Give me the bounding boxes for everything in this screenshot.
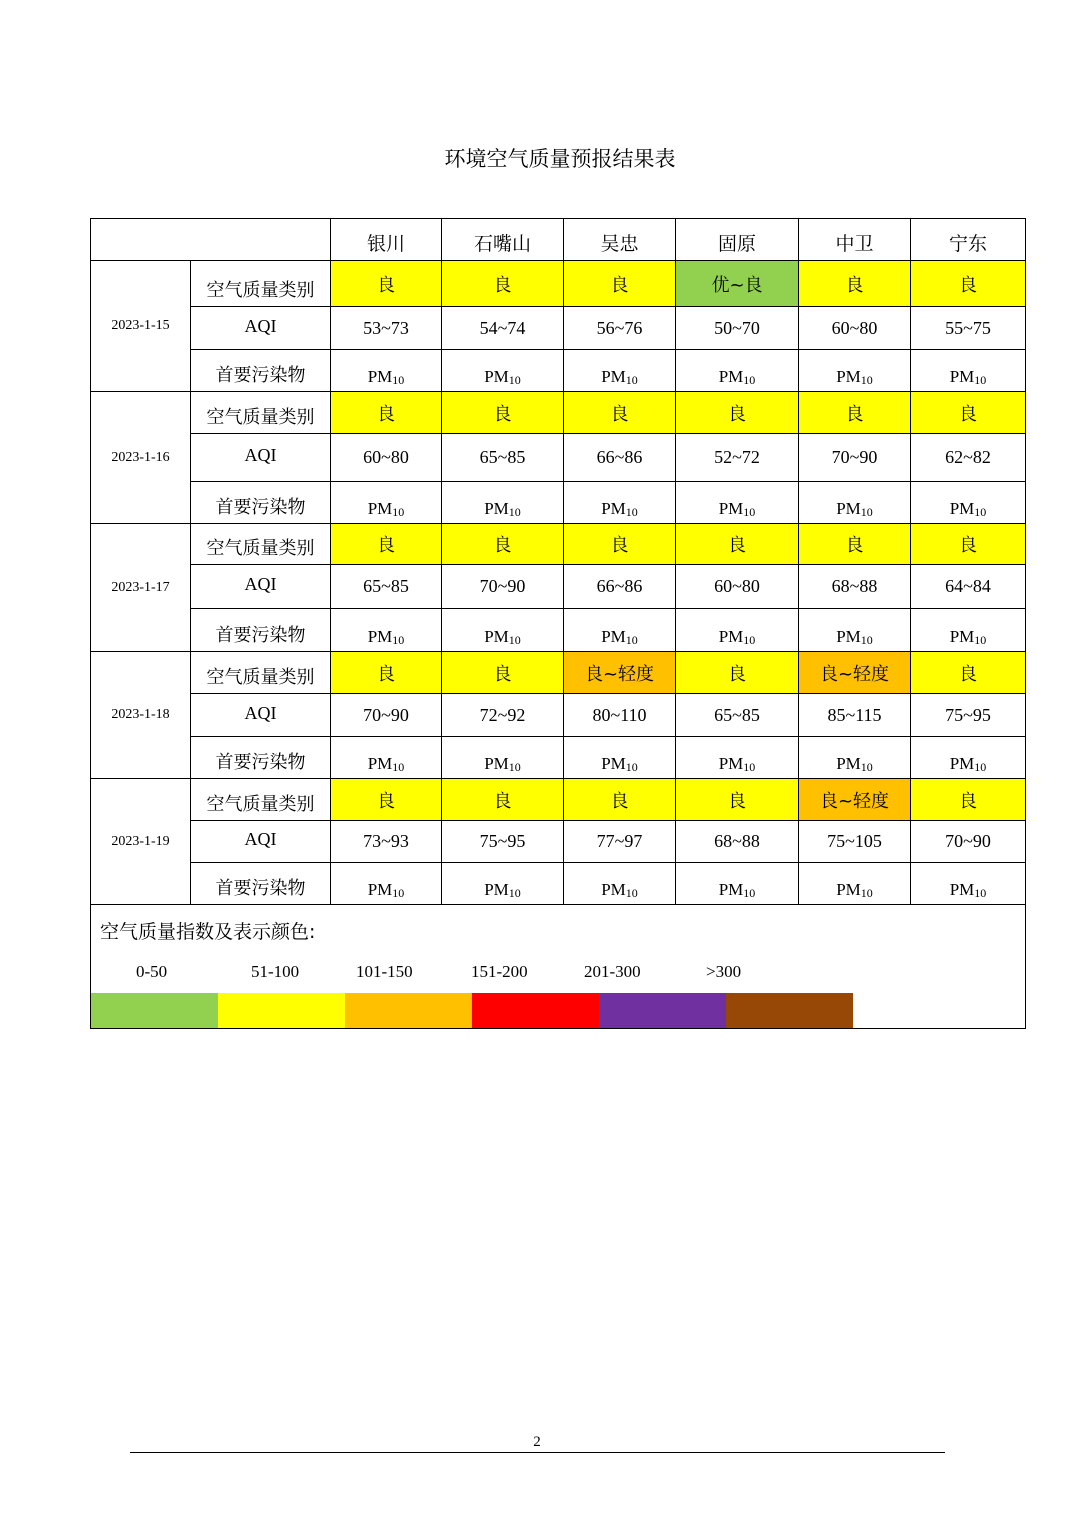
row-label-pollutant: 首要污染物 — [191, 482, 331, 524]
forecast-table — [90, 218, 1026, 1029]
pollutant-subscript: 10 — [392, 633, 405, 647]
pollutant-subscript: 10 — [625, 886, 638, 900]
city-header: 石嘴山 — [442, 219, 564, 261]
pollutant-name: PM — [949, 627, 975, 646]
pollutant-name: PM — [949, 367, 975, 386]
pollutant-name: PM — [836, 754, 861, 773]
pollutant-cell — [799, 863, 911, 905]
pollutant-cell — [911, 482, 1026, 524]
aqi-cell: 60~80 — [331, 434, 442, 482]
pollutant-name: PM — [484, 627, 509, 646]
pollutant-subscript: 10 — [743, 505, 756, 519]
row-label-aqi: AQI — [191, 694, 331, 737]
aqi-row — [91, 565, 1026, 609]
city-header: 银川 — [331, 219, 442, 261]
pollutant-cell — [676, 609, 799, 652]
pollutant-name: PM — [367, 754, 393, 773]
pollutant-cell — [799, 482, 911, 524]
pollutant-name: PM — [949, 880, 975, 899]
pollutant-subscript: 10 — [860, 373, 873, 387]
row-label-pollutant: 首要污染物 — [191, 609, 331, 652]
pollutant-row — [91, 350, 1026, 392]
category-cell: 良 — [676, 524, 799, 565]
pollutant-name: PM — [601, 499, 626, 518]
pollutant-name: PM — [367, 627, 393, 646]
pollutant-subscript: 10 — [508, 633, 521, 647]
row-label-category: 空气质量类别 — [191, 652, 331, 694]
aqi-cell: 70~90 — [911, 821, 1026, 863]
pollutant-name: PM — [718, 880, 744, 899]
pollutant-row — [91, 482, 1026, 524]
city-header: 中卫 — [799, 219, 911, 261]
pollutant-subscript: 10 — [860, 505, 873, 519]
pollutant-cell — [331, 482, 442, 524]
pollutant-subscript: 10 — [508, 505, 521, 519]
pollutant-cell — [676, 482, 799, 524]
pollutant-cell — [911, 737, 1026, 779]
aqi-cell: 56~76 — [564, 307, 676, 350]
pollutant-cell — [799, 737, 911, 779]
pollutant-subscript: 10 — [860, 760, 873, 774]
pollutant-cell — [564, 350, 676, 392]
date-cell: 2023-1-15 — [91, 261, 191, 392]
pollutant-cell — [564, 609, 676, 652]
legend-color-swatch — [472, 993, 599, 1028]
category-row — [91, 261, 1026, 307]
pollutant-cell — [331, 350, 442, 392]
category-cell: 良 — [676, 652, 799, 694]
pollutant-name: PM — [718, 627, 744, 646]
row-label-category: 空气质量类别 — [191, 392, 331, 434]
aqi-cell: 75~95 — [442, 821, 564, 863]
category-cell: 良 — [564, 779, 676, 821]
pollutant-subscript: 10 — [392, 505, 405, 519]
pollutant-cell — [676, 350, 799, 392]
pollutant-name: PM — [949, 499, 975, 518]
pollutant-cell — [911, 863, 1026, 905]
pollutant-subscript: 10 — [743, 373, 756, 387]
pollutant-subscript: 10 — [508, 760, 521, 774]
category-cell: 良 — [799, 524, 911, 565]
row-label-category: 空气质量类别 — [191, 779, 331, 821]
category-cell: 良~轻度 — [799, 779, 911, 821]
pollutant-row — [91, 863, 1026, 905]
pollutant-cell — [331, 863, 442, 905]
aqi-cell: 66~86 — [564, 434, 676, 482]
pollutant-name: PM — [484, 367, 509, 386]
pollutant-name: PM — [367, 880, 393, 899]
category-cell: 良 — [331, 779, 442, 821]
category-cell: 良 — [564, 392, 676, 434]
aqi-row — [91, 307, 1026, 350]
aqi-cell: 52~72 — [676, 434, 799, 482]
pollutant-cell — [911, 350, 1026, 392]
aqi-cell: 77~97 — [564, 821, 676, 863]
aqi-cell: 75~95 — [911, 694, 1026, 737]
aqi-cell: 72~92 — [442, 694, 564, 737]
category-cell: 良 — [676, 392, 799, 434]
row-label-aqi: AQI — [191, 821, 331, 863]
category-cell: 良 — [911, 779, 1026, 821]
pollutant-name: PM — [601, 880, 626, 899]
category-cell: 良 — [331, 652, 442, 694]
date-cell: 2023-1-18 — [91, 652, 191, 779]
pollutant-subscript: 10 — [625, 760, 638, 774]
pollutant-subscript: 10 — [743, 760, 756, 774]
pollutant-name: PM — [484, 754, 509, 773]
aqi-cell: 70~90 — [442, 565, 564, 609]
pollutant-cell — [799, 609, 911, 652]
row-label-aqi: AQI — [191, 565, 331, 609]
category-cell: 良 — [442, 524, 564, 565]
category-cell: 良 — [442, 652, 564, 694]
pollutant-subscript: 10 — [392, 760, 405, 774]
pollutant-row — [91, 737, 1026, 779]
pollutant-subscript: 10 — [860, 886, 873, 900]
aqi-cell: 65~85 — [676, 694, 799, 737]
category-row — [91, 652, 1026, 694]
row-label-pollutant: 首要污染物 — [191, 350, 331, 392]
page-title: 环境空气质量预报结果表 — [444, 147, 676, 171]
aqi-cell: 80~110 — [564, 694, 676, 737]
category-row — [91, 779, 1026, 821]
aqi-cell: 55~75 — [911, 307, 1026, 350]
category-cell: 良 — [331, 524, 442, 565]
pollutant-name: PM — [949, 754, 975, 773]
pollutant-cell — [442, 609, 564, 652]
pollutant-subscript: 10 — [508, 373, 521, 387]
date-cell: 2023-1-17 — [91, 524, 191, 652]
category-cell: 优~良 — [676, 261, 799, 307]
aqi-cell: 50~70 — [676, 307, 799, 350]
pollutant-subscript: 10 — [860, 633, 873, 647]
pollutant-cell — [442, 863, 564, 905]
city-header: 宁东 — [911, 219, 1026, 261]
aqi-cell: 68~88 — [676, 821, 799, 863]
pollutant-cell — [564, 863, 676, 905]
aqi-cell: 54~74 — [442, 307, 564, 350]
pollutant-name: PM — [601, 367, 626, 386]
legend-range-label: 101-150 — [356, 962, 413, 981]
category-cell: 良 — [331, 261, 442, 307]
pollutant-cell — [676, 863, 799, 905]
city-header: 吴忠 — [564, 219, 676, 261]
category-cell: 良 — [331, 392, 442, 434]
aqi-row — [91, 821, 1026, 863]
aqi-row — [91, 434, 1026, 482]
legend-range-label: 51-100 — [251, 962, 300, 981]
pollutant-subscript: 10 — [392, 886, 405, 900]
aqi-cell: 62~82 — [911, 434, 1026, 482]
legend-row — [91, 905, 1026, 1029]
category-cell: 良 — [911, 392, 1026, 434]
aqi-cell: 65~85 — [331, 565, 442, 609]
pollutant-row — [91, 609, 1026, 652]
pollutant-name: PM — [601, 754, 626, 773]
row-label-category: 空气质量类别 — [191, 524, 331, 565]
category-cell: 良 — [564, 261, 676, 307]
pollutant-cell — [564, 482, 676, 524]
pollutant-name: PM — [367, 499, 393, 518]
aqi-cell: 70~90 — [331, 694, 442, 737]
city-header: 固原 — [676, 219, 799, 261]
category-row — [91, 392, 1026, 434]
row-label-pollutant: 首要污染物 — [191, 737, 331, 779]
header-row — [91, 219, 1026, 261]
aqi-cell: 73~93 — [331, 821, 442, 863]
pollutant-name: PM — [484, 880, 509, 899]
category-cell: 良 — [442, 392, 564, 434]
pollutant-subscript: 10 — [974, 505, 987, 519]
pollutant-cell — [911, 609, 1026, 652]
aqi-row — [91, 694, 1026, 737]
aqi-cell: 65~85 — [442, 434, 564, 482]
pollutant-cell — [676, 737, 799, 779]
legend-cell — [91, 905, 1026, 1029]
aqi-cell: 70~90 — [799, 434, 911, 482]
header-blank-cell — [91, 219, 331, 261]
pollutant-cell — [442, 482, 564, 524]
aqi-cell: 85~115 — [799, 694, 911, 737]
pollutant-subscript: 10 — [974, 760, 987, 774]
legend-color-swatch — [218, 993, 345, 1028]
category-cell: 良 — [564, 524, 676, 565]
category-row — [91, 524, 1026, 565]
pollutant-cell — [564, 737, 676, 779]
pollutant-name: PM — [836, 880, 861, 899]
legend-color-swatch — [599, 993, 726, 1028]
category-cell: 良 — [911, 652, 1026, 694]
legend-title: 空气质量指数及表示颜色: — [100, 921, 316, 943]
date-cell: 2023-1-16 — [91, 392, 191, 524]
category-cell: 良 — [799, 392, 911, 434]
pollutant-subscript: 10 — [625, 505, 638, 519]
pollutant-subscript: 10 — [743, 886, 756, 900]
pollutant-subscript: 10 — [625, 633, 638, 647]
legend-color-swatch — [91, 993, 218, 1028]
pollutant-subscript: 10 — [743, 633, 756, 647]
row-label-aqi: AQI — [191, 307, 331, 350]
pollutant-name: PM — [836, 499, 861, 518]
pollutant-subscript: 10 — [974, 373, 987, 387]
category-cell: 良 — [442, 779, 564, 821]
legend-range-label: >300 — [706, 962, 742, 981]
category-cell: 良~轻度 — [799, 652, 911, 694]
pollutant-name: PM — [367, 367, 393, 386]
pollutant-subscript: 10 — [974, 633, 987, 647]
pollutant-name: PM — [718, 499, 744, 518]
date-cell: 2023-1-19 — [91, 779, 191, 905]
aqi-cell: 60~80 — [676, 565, 799, 609]
row-label-aqi: AQI — [191, 434, 331, 482]
aqi-cell: 60~80 — [799, 307, 911, 350]
pollutant-name: PM — [718, 754, 744, 773]
pollutant-cell — [331, 737, 442, 779]
category-cell: 良 — [911, 524, 1026, 565]
row-label-pollutant: 首要污染物 — [191, 863, 331, 905]
aqi-cell: 53~73 — [331, 307, 442, 350]
row-label-category: 空气质量类别 — [191, 261, 331, 307]
pollutant-subscript: 10 — [508, 886, 521, 900]
aqi-cell: 75~105 — [799, 821, 911, 863]
category-cell: 良 — [799, 261, 911, 307]
pollutant-name: PM — [484, 499, 509, 518]
pollutant-name: PM — [836, 367, 861, 386]
aqi-cell: 66~86 — [564, 565, 676, 609]
legend-range-label: 201-300 — [584, 962, 641, 981]
pollutant-name: PM — [836, 627, 861, 646]
category-cell: 良 — [911, 261, 1026, 307]
pollutant-cell — [799, 350, 911, 392]
aqi-cell: 68~88 — [799, 565, 911, 609]
legend-color-swatch — [726, 993, 853, 1028]
pollutant-subscript: 10 — [392, 373, 405, 387]
pollutant-name: PM — [601, 627, 626, 646]
pollutant-cell — [442, 350, 564, 392]
pollutant-name: PM — [718, 367, 744, 386]
legend-color-swatch — [345, 993, 472, 1028]
category-cell: 良~轻度 — [564, 652, 676, 694]
footer-divider — [130, 1452, 945, 1453]
legend-range-label: 151-200 — [471, 962, 528, 981]
legend-range-label: 0-50 — [136, 962, 168, 981]
page-number: 2 — [533, 1434, 541, 1450]
pollutant-cell — [442, 737, 564, 779]
pollutant-subscript: 10 — [625, 373, 638, 387]
aqi-cell: 64~84 — [911, 565, 1026, 609]
pollutant-subscript: 10 — [974, 886, 987, 900]
category-cell: 良 — [676, 779, 799, 821]
pollutant-cell — [331, 609, 442, 652]
category-cell: 良 — [442, 261, 564, 307]
